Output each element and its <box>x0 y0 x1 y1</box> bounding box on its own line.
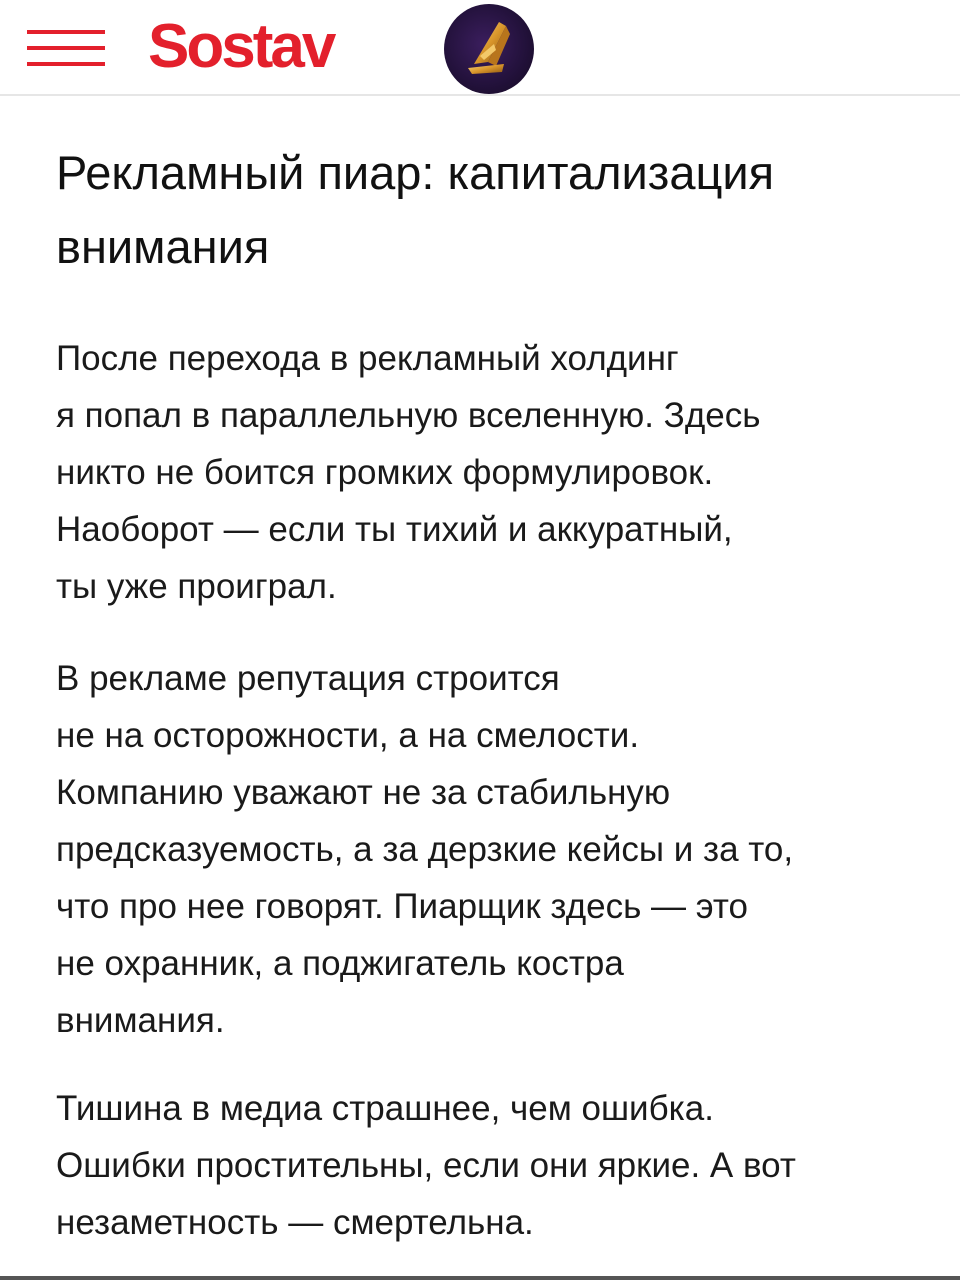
title-line: внимания <box>56 220 270 273</box>
article-title <box>56 136 916 284</box>
menu-bar <box>27 46 105 50</box>
paragraph-line: После перехода в рекламный холдинг <box>56 339 679 378</box>
paragraph-line: не охранник, а поджигатель костра <box>56 944 624 983</box>
article-paragraph <box>56 650 936 1049</box>
menu-bar <box>27 30 105 34</box>
paragraph-line: незаметность — смертельна. <box>56 1203 534 1242</box>
title-line: Рекламный пиар: капитализация <box>56 146 775 199</box>
paragraph-line: Наоборот — если ты тихий и аккуратный, <box>56 510 733 549</box>
paragraph-line: В рекламе репутация строится <box>56 659 560 698</box>
paragraph-line: не на осторожности, а на смелости. <box>56 716 640 755</box>
award-graphic <box>444 4 534 94</box>
article-paragraph <box>56 1080 936 1251</box>
hamburger-menu-icon[interactable] <box>27 30 105 70</box>
paragraph-line: предсказуемость, а за дерзкие кейсы и за то, <box>56 830 794 869</box>
paragraph-line: Ошибки простительны, если они яркие. А вот <box>56 1146 796 1185</box>
paragraph-line: никто не боится громких формулировок. <box>56 453 714 492</box>
golden-arrow-award-icon[interactable] <box>444 4 534 94</box>
paragraph-line: ты уже проиграл. <box>56 567 337 606</box>
paragraph-line: Компанию уважают не за стабильную <box>56 773 671 812</box>
paragraph-line: Тишина в медиа страшнее, чем ошибка. <box>56 1089 714 1128</box>
article-paragraph <box>56 330 936 615</box>
paragraph-line: я попал в параллельную вселенную. Здесь <box>56 396 761 435</box>
paragraph-line: внимания. <box>56 1001 225 1040</box>
paragraph-line: что про нее говорят. Пиарщик здесь — это <box>56 887 748 926</box>
sostav-logo[interactable]: Sostav <box>148 12 334 81</box>
menu-bar <box>27 62 105 66</box>
site-header <box>0 0 960 96</box>
bottom-divider <box>0 1276 960 1280</box>
